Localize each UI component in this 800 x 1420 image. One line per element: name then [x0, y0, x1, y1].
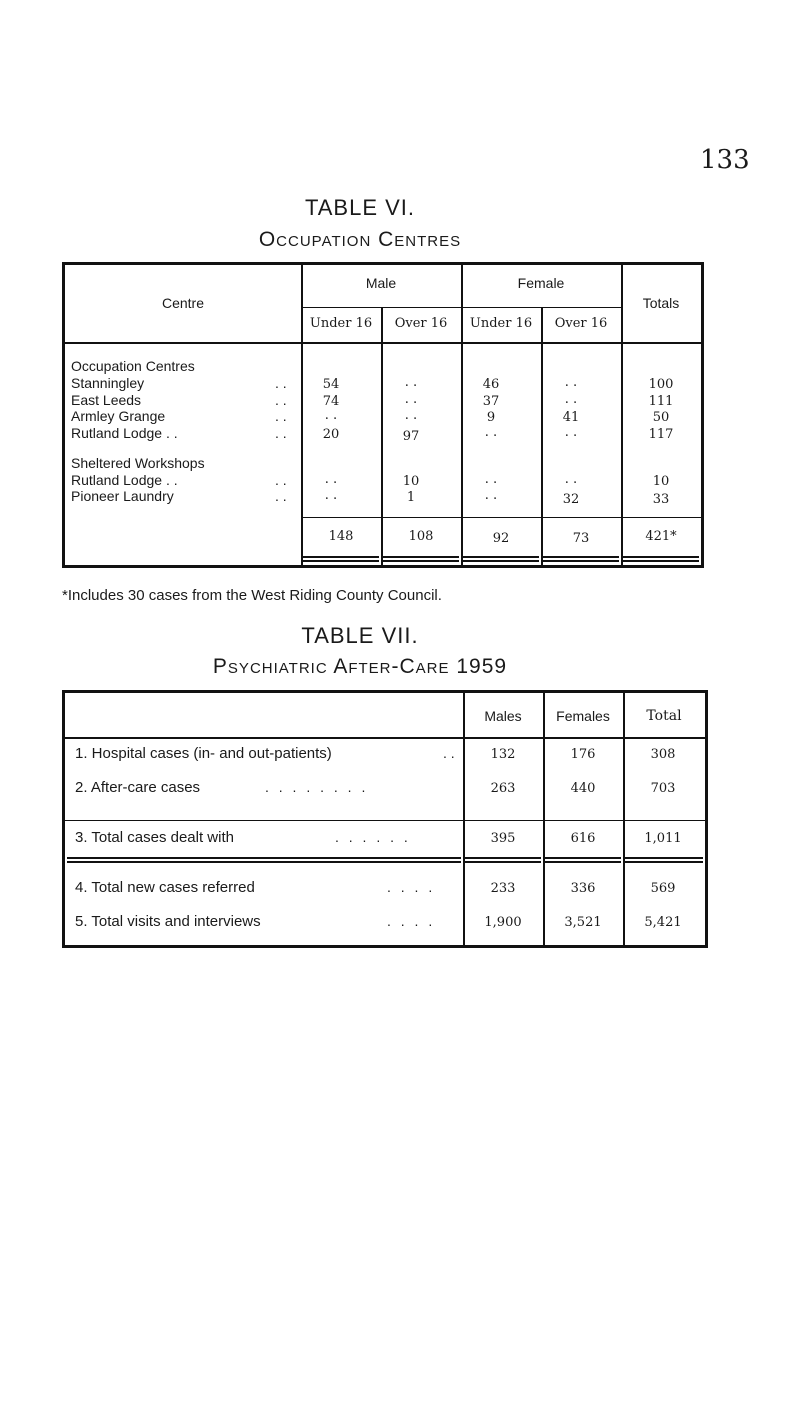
group-sheltered-workshops: Sheltered Workshops — [71, 455, 205, 471]
occupation-centres-table: Centre Male Female Totals Under 16 Over 16 Under 16 Over 16 Occupation Centres Sheltered Workshops Stanningley . . 54 . . 46 . . 100 East Leeds . . 74 . . 37 . . 111 Armley Grange . . . . . . 9 41 50 Rutland Lodge . . . . 20 97 . . . . 117 Rutland Lodge . . . . . . 10 . . . . 10 Pioneer Laundry . . . . 1 . . 32 33 148 108 92 73 421* — [62, 262, 704, 568]
col-female-under16: Under 16 — [469, 316, 533, 331]
page-number: 133 — [700, 145, 750, 175]
table6-subtitle: Occupation Centres — [258, 228, 462, 251]
col-totals-header: Totals — [642, 295, 680, 311]
col-male-under16: Under 16 — [309, 316, 373, 331]
col-female-over16: Over 16 — [554, 316, 608, 331]
table7-subtitle: Psychiatric After-Care 1959 — [212, 655, 508, 678]
table6-title: TABLE VI. — [304, 195, 416, 220]
footnote: *Includes 30 cases from the West Riding County Council. — [62, 587, 442, 604]
col-total-header: Total — [646, 708, 682, 724]
col-male-over16: Over 16 — [394, 316, 448, 331]
col-centre-header: Centre — [161, 295, 205, 311]
col-female-header: Female — [517, 275, 565, 291]
col-males-header: Males — [484, 708, 522, 724]
psychiatric-aftercare-table: Males Females Total 1. Hospital cases (in- and out-patients) . . 132 176 308 2. After-care cases . . . . . . . . 263 440 703 3. Total cases dealt with . . . . . . 395 616 1,011 4. Total new cases referred . . . . 233 336 569 5. Total visits and interviews . . . . 1,900 3,521 5,421 — [62, 690, 708, 948]
group-occupation-centres: Occupation Centres — [71, 358, 195, 374]
col-females-header: Females — [556, 708, 610, 724]
col-male-header: Male — [365, 275, 397, 291]
table7-title: TABLE VII. — [301, 623, 419, 648]
